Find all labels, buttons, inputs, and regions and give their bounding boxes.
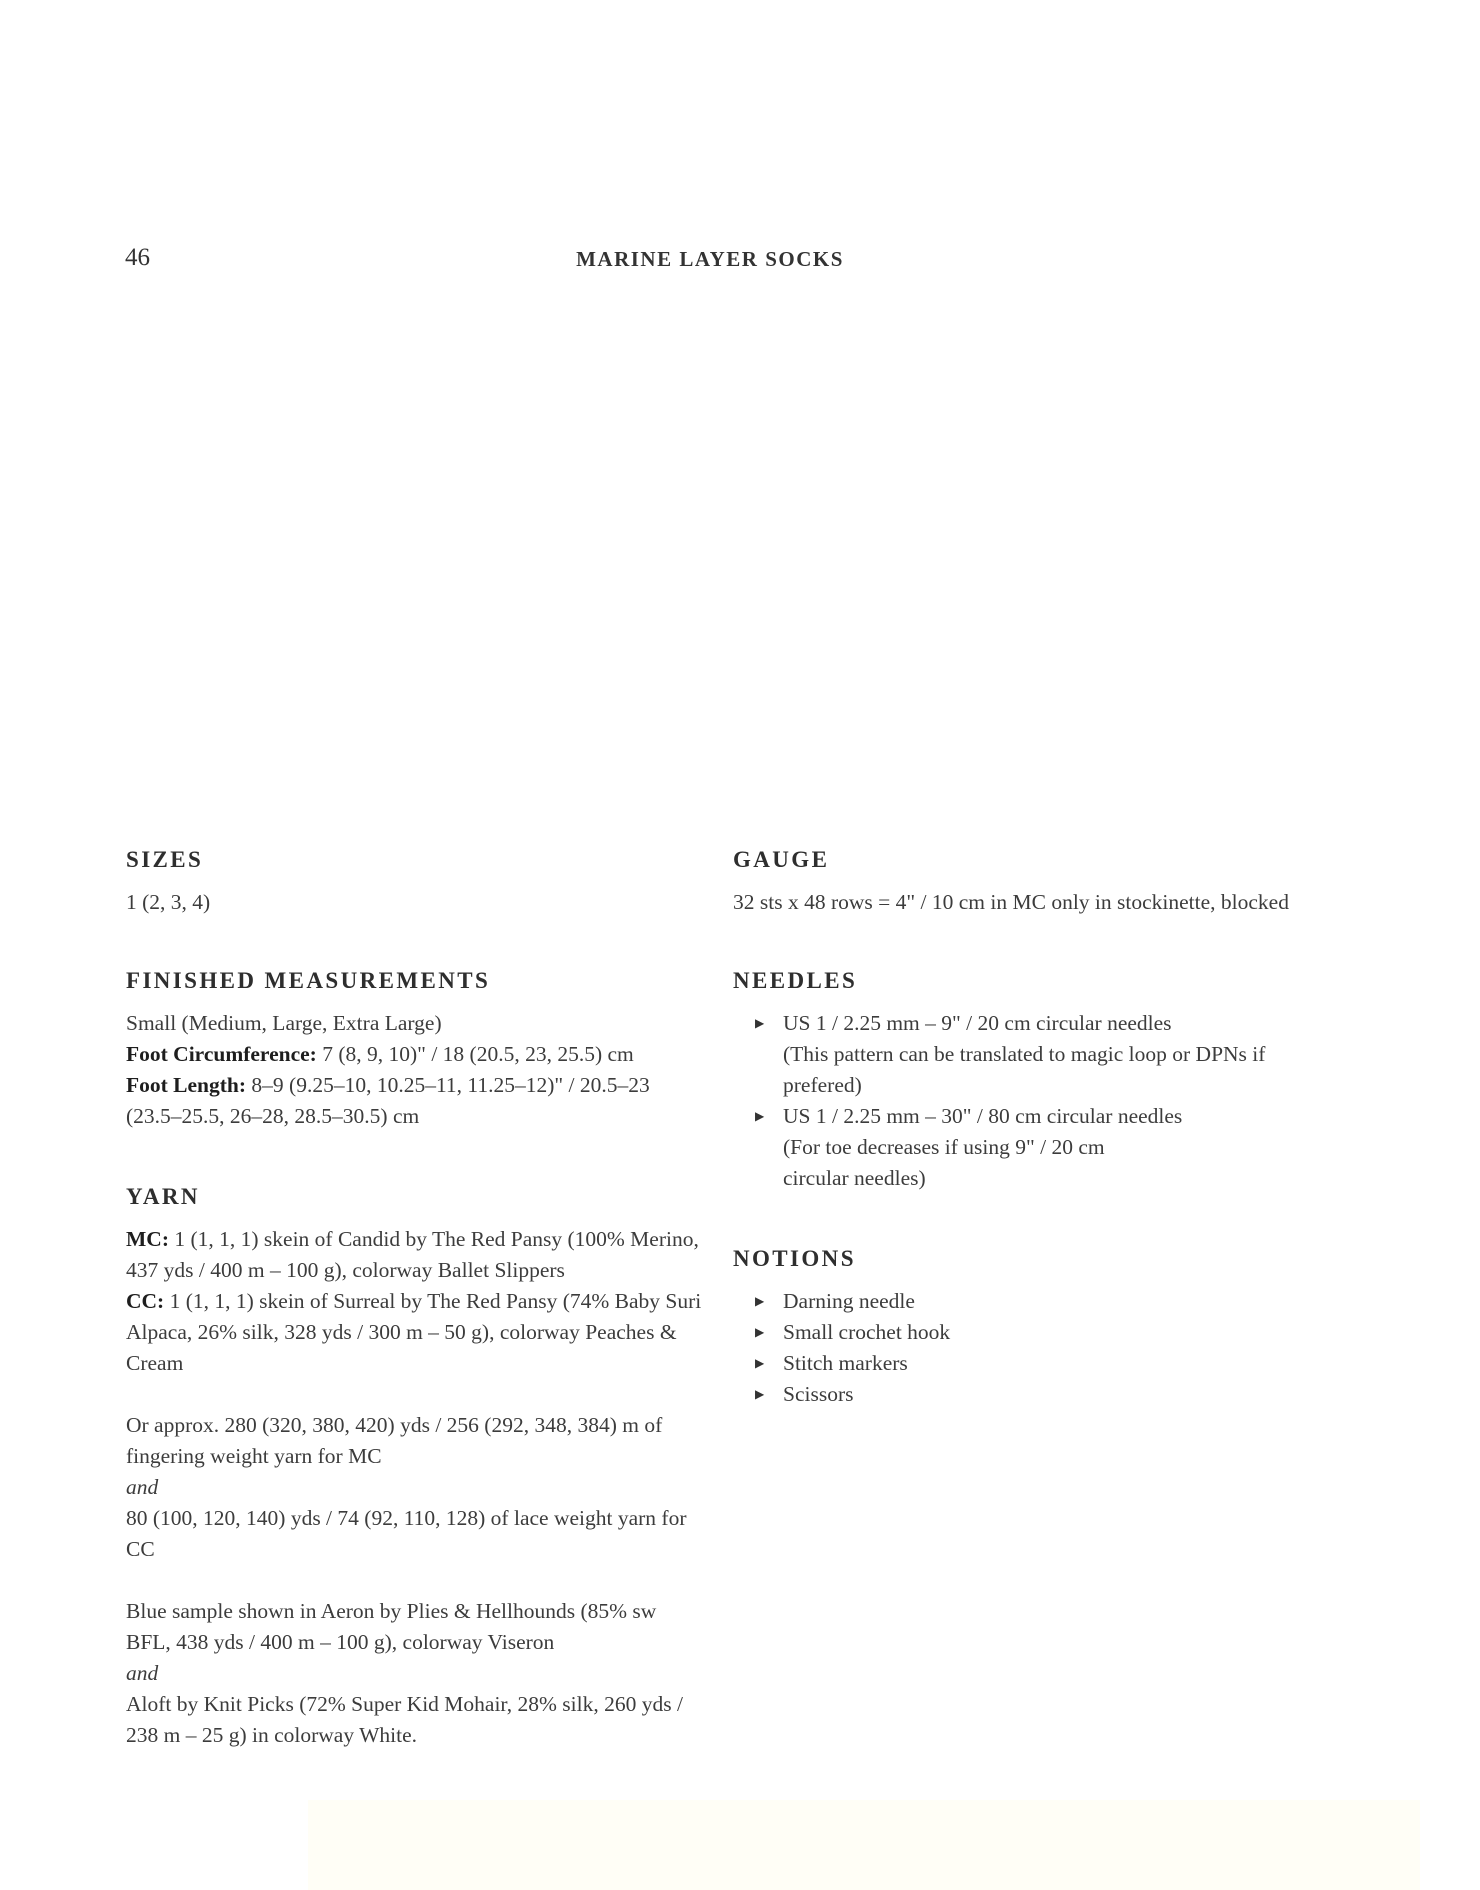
left-column: [126, 845, 706, 1801]
yarn-section: [126, 1182, 706, 1751]
notion-item: [755, 1379, 1293, 1410]
needle-item: [755, 1101, 1293, 1194]
notion-item: [755, 1286, 1293, 1317]
notion-item-label: Small crochet hook: [783, 1320, 951, 1344]
running-title: MARINE LAYER SOCKS: [576, 247, 844, 271]
notion-item: [755, 1317, 1293, 1348]
needle-item-note: (This pattern can be translated to magic loop or DPNs if prefered): [783, 1042, 1266, 1097]
yarn-mc: [126, 1224, 706, 1286]
needle-item-main: US 1 / 2.25 mm – 9" / 20 cm circular needles: [783, 1011, 1172, 1035]
yarn-body: [126, 1224, 706, 1751]
needles-heading: NEEDLES: [733, 968, 858, 993]
needles-list: [733, 1008, 1293, 1194]
foot-circumference-value: 7 (8, 9, 10)" / 18 (20.5, 23, 25.5) cm: [316, 1042, 634, 1066]
needle-item-note: (For toe decreases if using 9" / 20 cm circular needles): [783, 1135, 1105, 1190]
yarn-sample-2: Aloft by Knit Picks (72% Super Kid Mohair, 28% silk, 260 yds / 238 m – 25 g) in colorway White.: [126, 1692, 683, 1747]
finished-measurements-section: [126, 966, 706, 1132]
foot-circumference-label: Foot Circumference:: [126, 1042, 317, 1066]
finished-measurements-body: [126, 1008, 706, 1132]
yarn-mc-label: MC:: [126, 1227, 169, 1251]
yarn-heading: YARN: [126, 1184, 200, 1209]
sizes-section: [126, 845, 706, 918]
right-triangle-icon: ▶: [755, 1294, 765, 1308]
yarn-cc-label: CC:: [126, 1289, 165, 1313]
foot-length: [126, 1070, 706, 1132]
notion-item: [755, 1348, 1293, 1379]
notion-item-label: Scissors: [783, 1382, 854, 1406]
sizes-text: 1 (2, 3, 4): [126, 890, 211, 914]
page-number: 46: [125, 244, 150, 271]
yarn-approx-mc: Or approx. 280 (320, 380, 420) yds / 256 (292, 348, 384) m of fingering weight yarn for MC: [126, 1413, 663, 1468]
needles-section: [733, 966, 1293, 1194]
notion-item-label: Darning needle: [783, 1289, 915, 1313]
right-triangle-icon: ▶: [755, 1356, 765, 1370]
gauge-heading: GAUGE: [733, 847, 830, 872]
notion-item-label: Stitch markers: [783, 1351, 908, 1375]
notions-heading: NOTIONS: [733, 1246, 856, 1271]
foot-circumference: [126, 1039, 706, 1070]
yarn-cc-value: 1 (1, 1, 1) skein of Surreal by The Red Pansy (74% Baby Suri Alpaca, 26% silk, 328 yds / 300 m – 50 g), colorway Peaches & Cream: [126, 1289, 702, 1375]
yarn-sample-1: Blue sample shown in Aeron by Plies & Hellhounds (85% sw BFL, 438 yds / 400 m – 100 g), colorway Viseron: [126, 1599, 657, 1654]
yarn-mc-value: 1 (1, 1, 1) skein of Candid by The Red Pansy (100% Merino, 437 yds / 400 m – 100 g), colorway Ballet Slippers: [126, 1227, 699, 1282]
yarn-and-2: and: [126, 1661, 159, 1685]
yarn-and-1: and: [126, 1475, 159, 1499]
right-triangle-icon: ▶: [755, 1325, 765, 1339]
yarn-approx-cc: 80 (100, 120, 140) yds / 74 (92, 110, 128) of lace weight yarn for CC: [126, 1506, 687, 1561]
right-column: [733, 845, 1293, 1460]
notions-list: [733, 1286, 1293, 1410]
finished-measurements-heading: FINISHED MEASUREMENTS: [126, 968, 491, 993]
yarn-cc: [126, 1286, 706, 1379]
gauge-section: [733, 845, 1293, 918]
right-triangle-icon: ▶: [755, 1109, 765, 1123]
footer-tint-area: [308, 1800, 1420, 1890]
measurements-sizes-line: Small (Medium, Large, Extra Large): [126, 1011, 442, 1035]
notions-section: [733, 1244, 1293, 1410]
needle-item: [755, 1008, 1293, 1101]
needle-item-main: US 1 / 2.25 mm – 30" / 80 cm circular needles: [783, 1104, 1183, 1128]
foot-length-value: 8–9 (9.25–10, 10.25–11, 11.25–12)" / 20.5–23 (23.5–25.5, 26–28, 28.5–30.5) cm: [126, 1073, 650, 1128]
right-triangle-icon: ▶: [755, 1016, 765, 1030]
sizes-heading: SIZES: [126, 847, 204, 872]
foot-length-label: Foot Length:: [126, 1073, 247, 1097]
gauge-text: 32 sts x 48 rows = 4" / 10 cm in MC only in stockinette, blocked: [733, 890, 1289, 914]
right-triangle-icon: ▶: [755, 1387, 765, 1401]
